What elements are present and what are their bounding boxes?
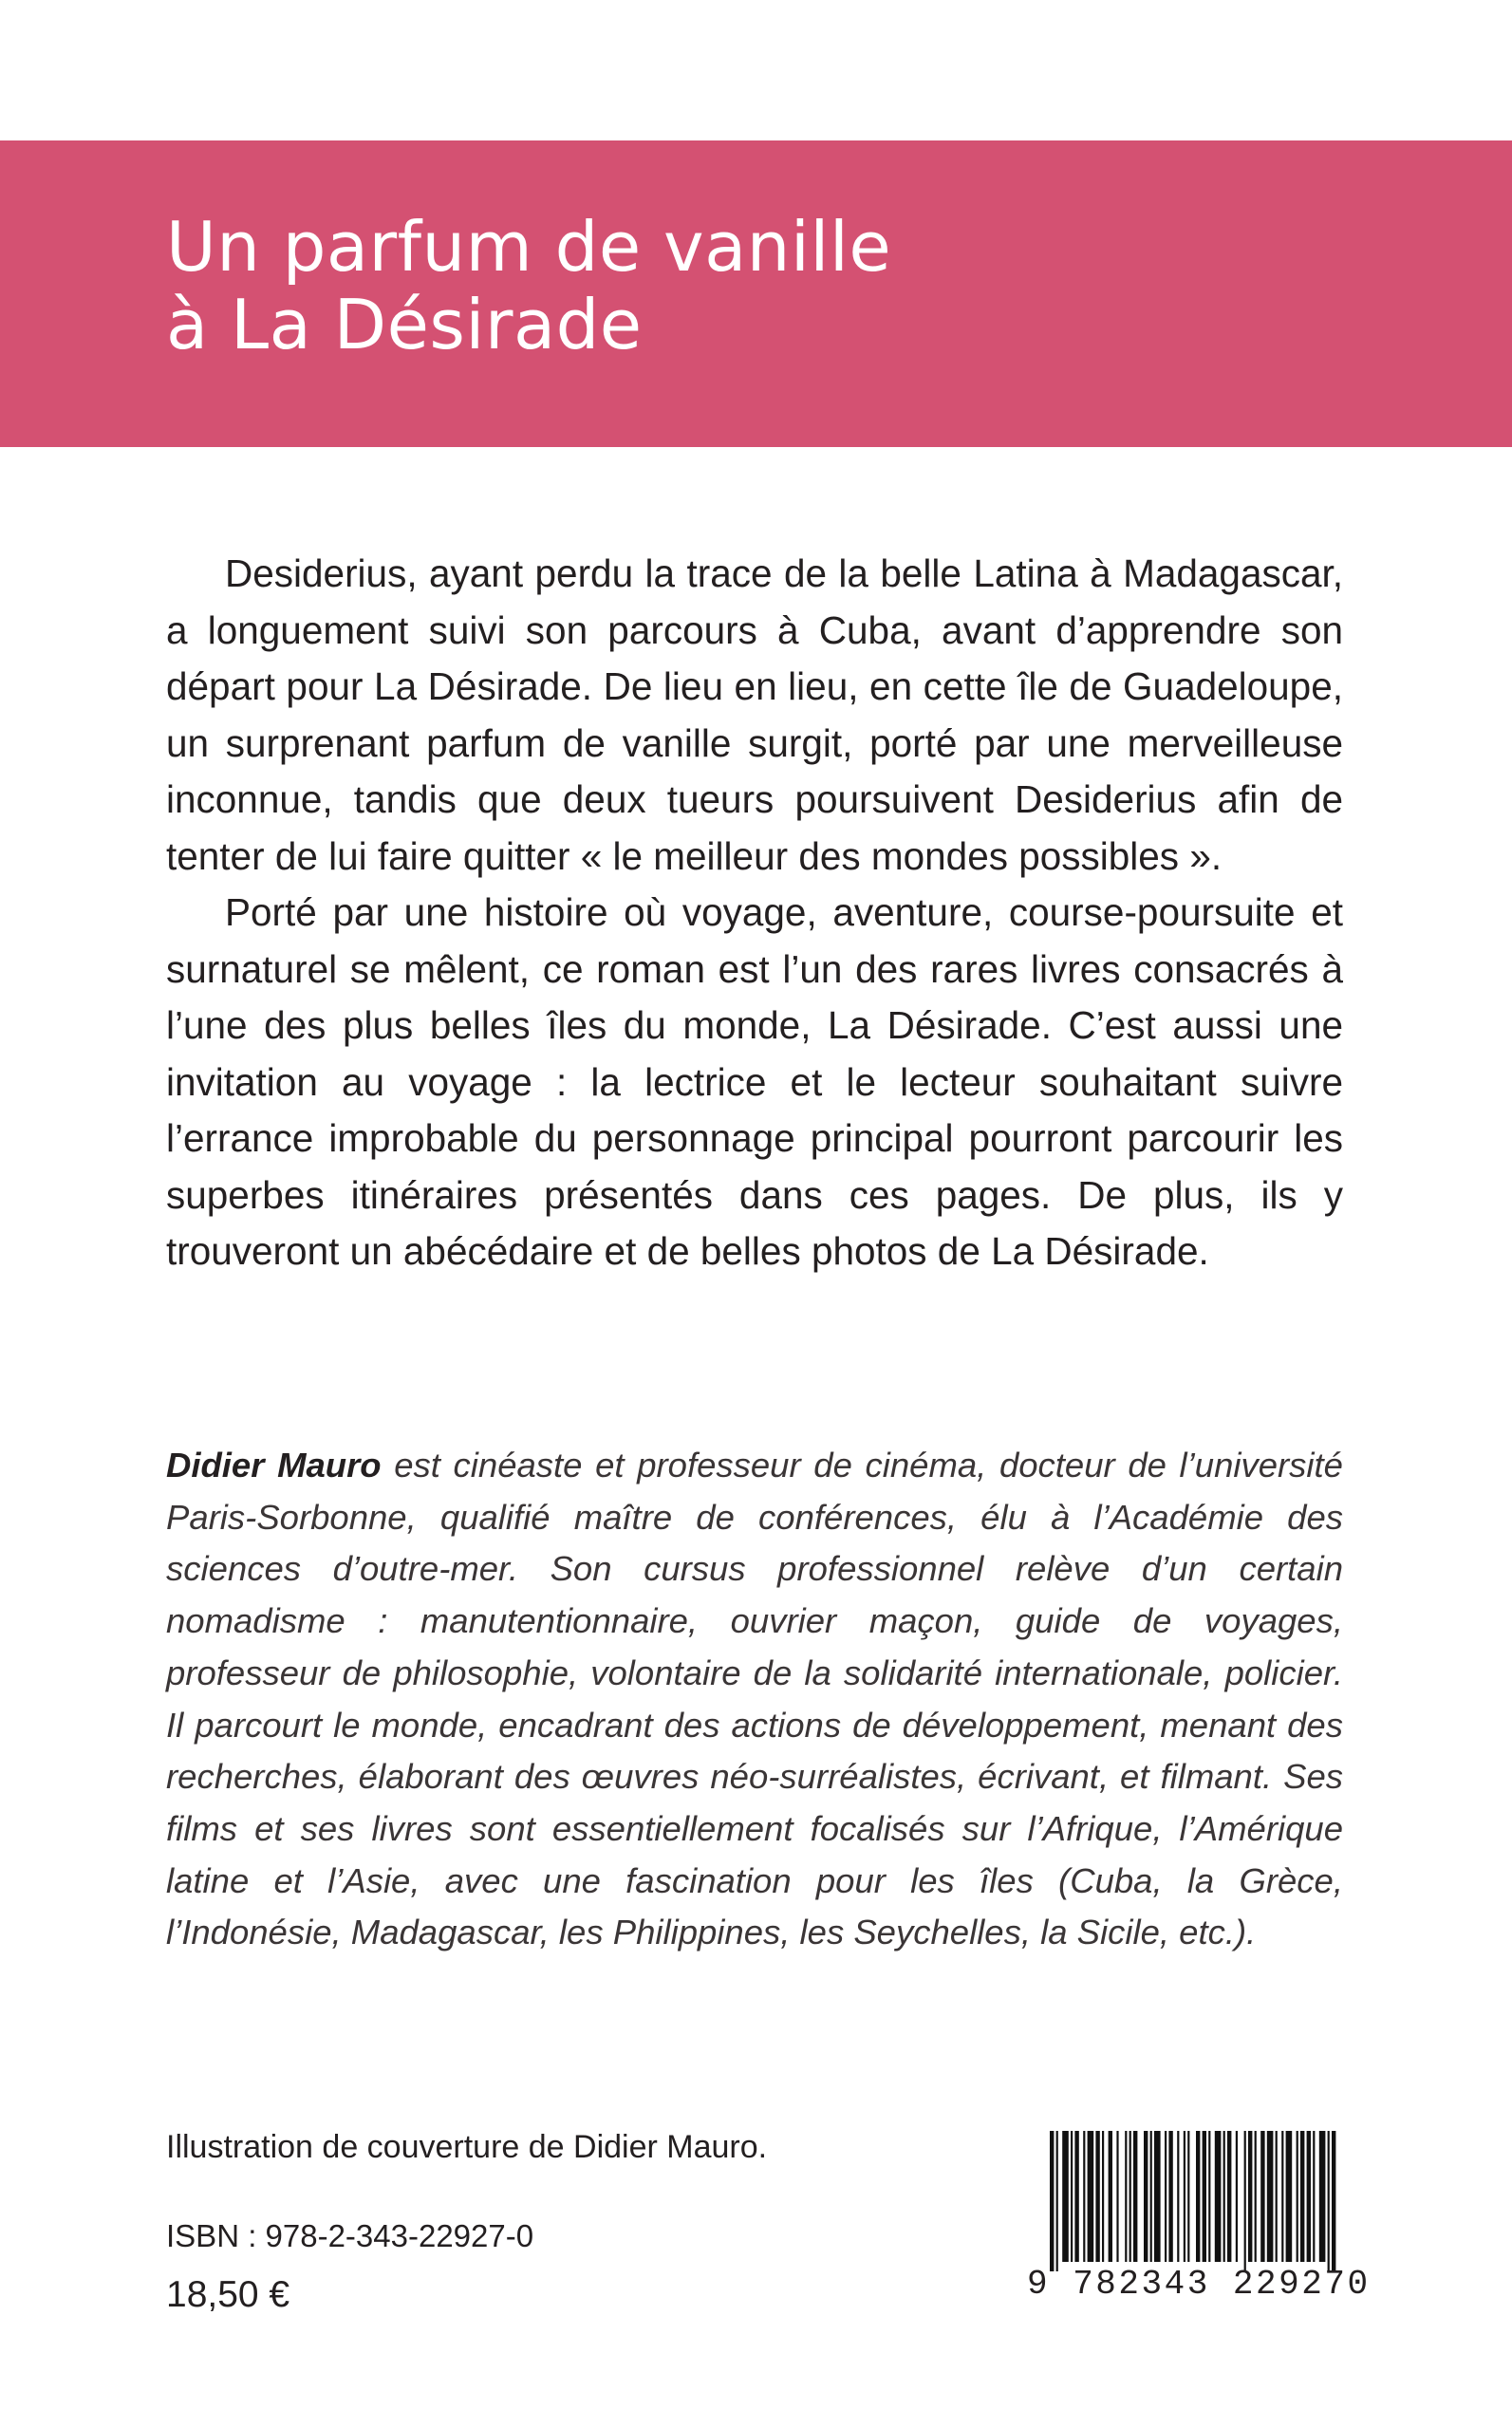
barcode-bar	[1056, 2131, 1058, 2271]
barcode-bar	[1154, 2131, 1161, 2262]
barcode-bar	[1150, 2131, 1152, 2262]
author-name: Didier Mauro	[166, 1446, 382, 1485]
illustration-credit: Illustration de couverture de Didier Mauro.	[166, 2129, 768, 2165]
author-bio-text: est cinéaste et professeur de cinéma, docteur de l’université Paris-Sorbonne, qualifié maître de conférences, élu à l’Académie des sciences d’outre-mer. Son cursus professionnel relève d’un certain nomadisme : manutentionnaire, ouvrier maçon, guide de voyages, professeur de philosophie, volontaire de la solidarité internationale, policier. Il parcourt le monde, encadrant des actions de développement, menant des recherches, élaborant des œuvres néo-surréalistes, écrivant, et filmant. Ses films et ses livres sont essentiellement focalisés sur l’Afrique, l’Amérique latine et l’Asie, avec une fascination pour les îles (Cuba, la Grèce, l’Indonésie, Madagascar, les Philippines, les Seychelles, la Sicile, etc.).	[166, 1446, 1343, 1952]
synopsis-paragraph-1: Desiderius, ayant perdu la trace de la belle Latina à Madagascar, a longuement suivi son parcours à Cuba, avant d’apprendre son départ pour La Désirade. De lieu en lieu, en cette île de Guadeloupe, un surprenant parfum de vanille surgit, porté par une merveilleuse inconnue, tandis que deux tueurs poursuivent Desiderius afin de tenter de lui faire quitter « le meilleur des mondes possibles ».	[166, 551, 1343, 878]
barcode-bar	[1129, 2131, 1131, 2262]
barcode-bar	[1286, 2131, 1293, 2262]
barcode-bar	[1168, 2131, 1172, 2262]
barcode-bar	[1223, 2131, 1225, 2262]
barcode-bar	[1083, 2131, 1085, 2262]
barcode-bar	[1300, 2131, 1304, 2262]
barcode-bar	[1307, 2131, 1311, 2262]
barcode-bar	[1088, 2131, 1094, 2262]
barcode-bar	[1050, 2131, 1054, 2271]
barcode-bar	[1313, 2131, 1315, 2262]
synopsis-paragraph-2: Porté par une histoire où voyage, aventure, course-poursuite et surnaturel se mêlent, ce roman est l’un des rares livres consacrés à l’une des plus belles îles du monde, La Désirade. C’est aussi une invitation au voyage : la lectrice et le lecteur souhaitant suivre l’errance improbable du personnage principal pourront parcourir les superbes itinéraires présentés dans ces pages. De plus, ils y trouveront un abécédaire et de belles photos de La Désirade.	[166, 890, 1343, 1273]
barcode-digits: 9 782343 229270	[1027, 2265, 1371, 2304]
barcode-bar	[1297, 2131, 1298, 2262]
synopsis	[166, 546, 1343, 1280]
book-title-line-2: à La Désirade	[166, 285, 643, 364]
barcode-bar	[1332, 2131, 1335, 2271]
price: 18,50 €	[166, 2274, 290, 2315]
barcode-bar	[1074, 2131, 1078, 2262]
barcode-bar	[1244, 2131, 1246, 2271]
barcode-bar	[1116, 2131, 1118, 2262]
book-title-line-1: Un parfum de vanille	[166, 207, 892, 287]
barcode-bar	[1187, 2131, 1189, 2262]
barcode-bar	[1276, 2131, 1278, 2262]
barcode-bar	[1215, 2131, 1222, 2262]
barcode-bar	[1203, 2131, 1206, 2262]
barcode-bar	[1102, 2131, 1104, 2262]
barcode-bar	[1328, 2131, 1330, 2271]
barcode-bar	[1144, 2131, 1148, 2262]
barcode-bar	[1196, 2131, 1200, 2262]
barcode-bar	[1184, 2131, 1185, 2262]
barcode-bar	[1248, 2131, 1252, 2262]
author-bio	[166, 1440, 1343, 1959]
barcode-bar	[1255, 2131, 1257, 2262]
barcode-bar	[1319, 2131, 1326, 2262]
barcode-bar	[1165, 2131, 1167, 2262]
barcode-bar	[1281, 2131, 1283, 2262]
barcode-bar	[1062, 2131, 1069, 2262]
barcode-bar	[1260, 2131, 1264, 2262]
barcode-bar	[1109, 2131, 1112, 2262]
title-band	[0, 140, 1512, 447]
barcode-bar	[1208, 2131, 1210, 2262]
barcode-bar	[1227, 2131, 1231, 2262]
barcode-bar	[1177, 2131, 1179, 2262]
isbn: ISBN : 978-2-343-22927-0	[166, 2218, 534, 2253]
barcode-bar	[1133, 2131, 1137, 2262]
barcode-bar	[1071, 2131, 1073, 2262]
barcode-bar	[1095, 2131, 1099, 2262]
barcode-bar	[1236, 2131, 1238, 2262]
barcode-bar	[1267, 2131, 1274, 2262]
barcode-bar	[1125, 2131, 1127, 2262]
